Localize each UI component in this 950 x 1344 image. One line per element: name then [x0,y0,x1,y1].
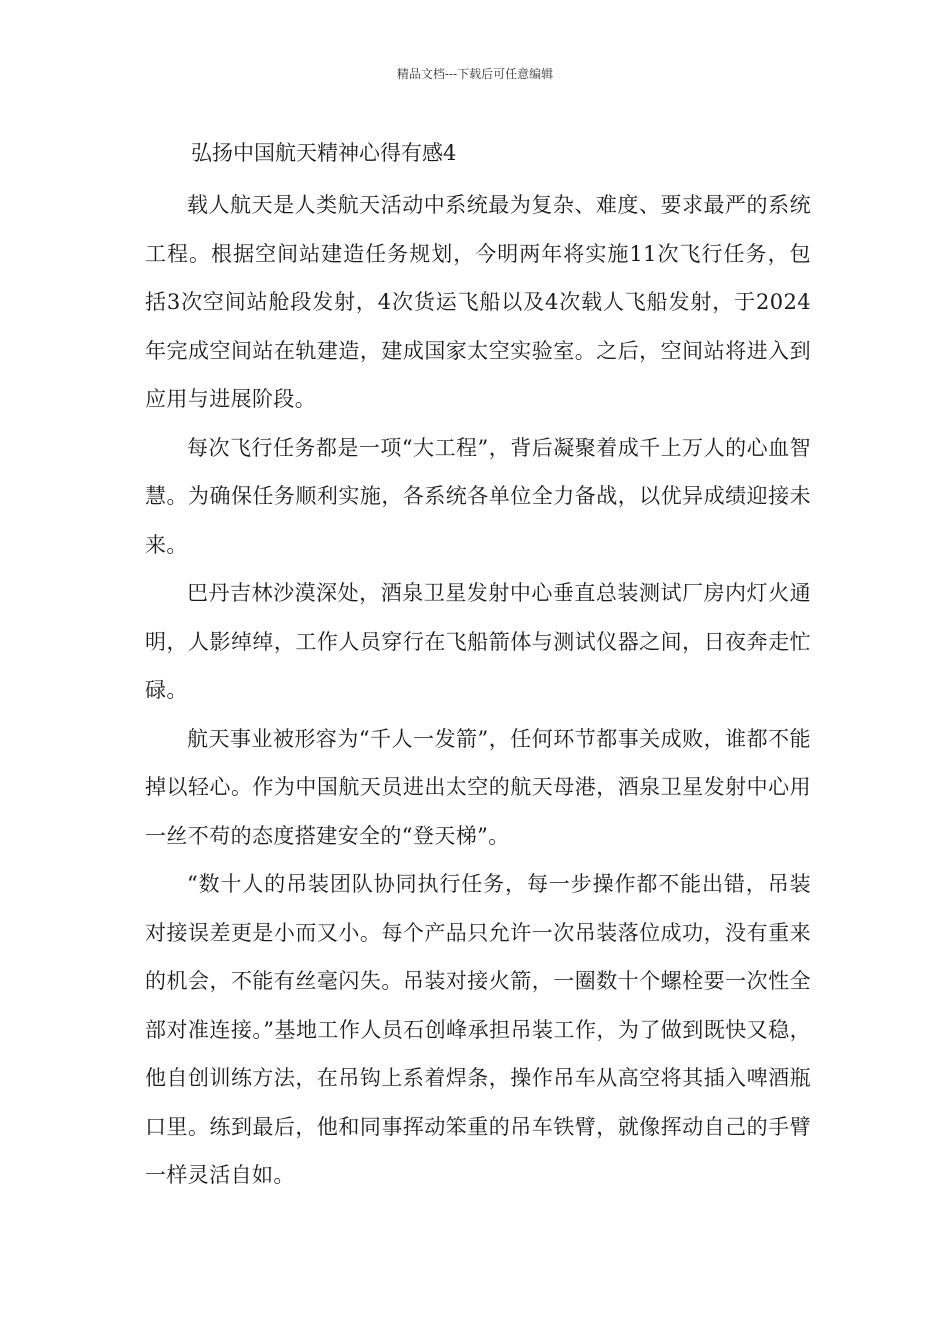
paragraph: 载人航天是人类航天活动中系统最为复杂、难度、要求最严的系统工程。根据空间站建造任务规划，今明两年将实施11次飞行任务，包括3次空间站舱段发射，4次货运飞船以及4次载人飞船发射，于2024年完成空间站在轨建造，建成国家太空实验室。之后，空间站将进入到应用与进展阶段。 [145,193,811,411]
paragraph: 巴丹吉林沙漠深处，酒泉卫星发射中心垂直总装测试厂房内灯火通明，人影绰绰，工作人员穿行在飞船箭体与测试仪器之间，日夜奔走忙碌。 [145,581,811,702]
page-header: 精品文档---下载后可任意编辑 [396,67,554,81]
paragraph: 每次飞行任务都是一项“大工程”，背后凝聚着成千上万人的心血智慧。为确保任务顺利实施，各系统各单位全力备战，以优异成绩迎接未来。 [145,435,811,557]
paragraph: “数十人的吊装团队协同执行任务，每一步操作都不能出错，吊装对接误差更是小而又小。每个产品只允许一次吊装落位成功，没有重来的机会，不能有丝毫闪失。吊装对接火箭，一圈数十个螺栓要一次性全部对准连接。”基地工作人员石创峰承担吊装工作，为了做到既快又稳，他自创训练方法，在吊钩上系着焊条，操作吊车从高空将其插入啤酒瓶口里。练到最后，他和同事挥动笨重的吊车铁臂，就像挥动自己的手臂一样灵活自如。 [145,872,811,1187]
paragraph: 航天事业被形容为“千人一发箭”，任何环节都事关成败，谁都不能掉以轻心。作为中国航天员进出太空的航天母港，酒泉卫星发射中心用一丝不苟的态度搭建安全的“登天梯”。 [145,726,811,848]
document-title: 弘扬中国航天精神心得有感4 [191,141,457,165]
document-body [145,181,811,1200]
